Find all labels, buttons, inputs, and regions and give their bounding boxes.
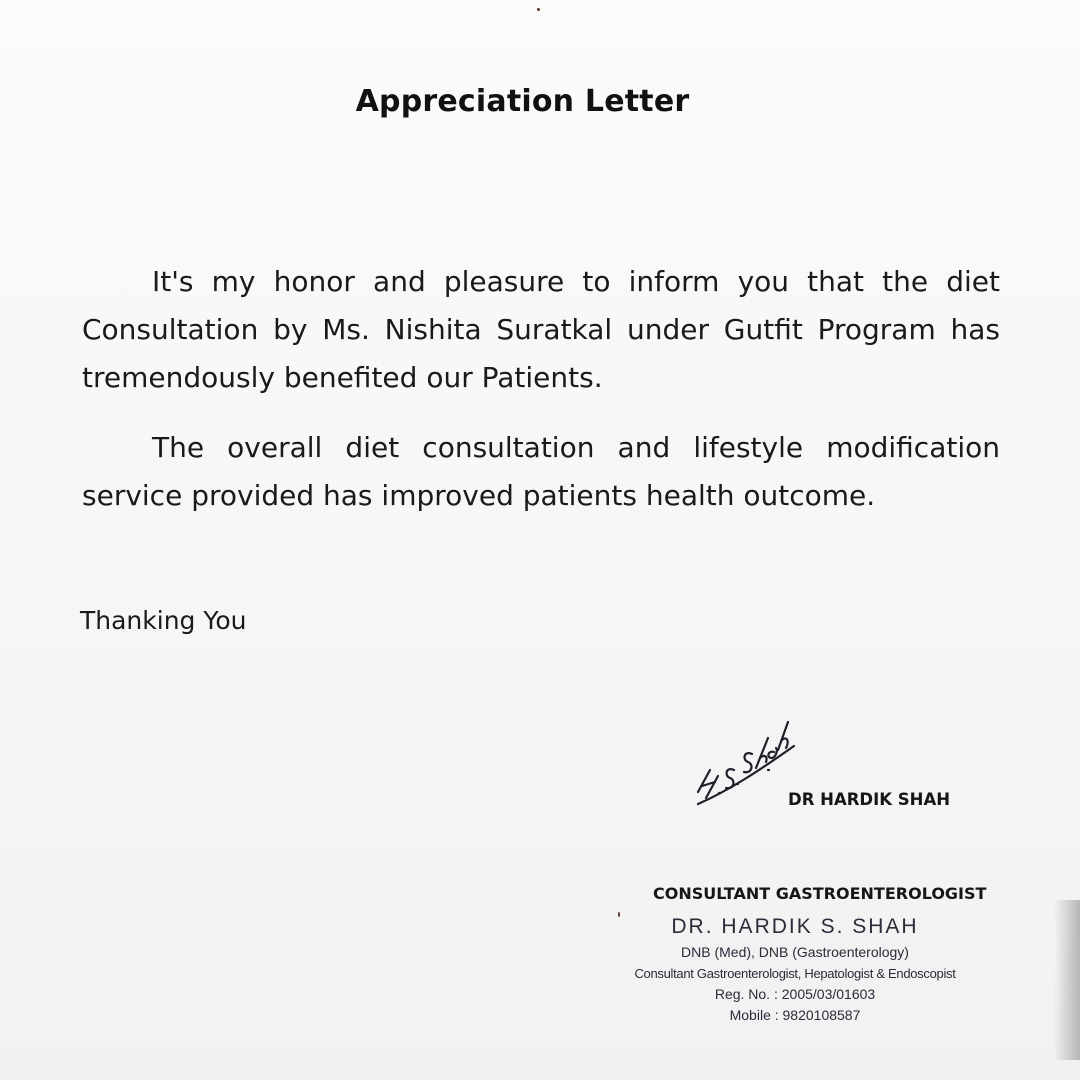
letter-paragraph-1: It's my honor and pleasure to inform you that the diet Consultation by Ms. Nishita Suratkal under Gutfit Program has tremendously benefited our Patients.	[82, 265, 1000, 394]
doctor-stamp	[610, 912, 980, 1026]
paper-speck	[537, 8, 540, 11]
stamp-specialty: Consultant Gastroenterologist, Hepatologist & Endoscopist	[634, 966, 956, 981]
signer-designation: CONSULTANT GASTROENTEROLOGIST	[653, 884, 987, 903]
stamp-mobile: Mobile : 9820108587	[729, 1007, 861, 1023]
stamp-name: DR. HARDIK S. SHAH	[671, 915, 919, 938]
letter-closing: Thanking You	[80, 606, 247, 635]
signer-name: DR HARDIK SHAH	[788, 790, 951, 809]
letter-paragraph-2: The overall diet consultation and lifestyle modification service provided has improved patients health outcome.	[82, 431, 1000, 512]
stamp-qualifications: DNB (Med), DNB (Gastroenterology)	[681, 944, 909, 960]
handwritten-signature	[690, 700, 800, 810]
letter-title: Appreciation Letter	[355, 84, 690, 119]
stamp-reg-no: Reg. No. : 2005/03/01603	[714, 986, 876, 1002]
page-edge-shadow	[1054, 900, 1080, 1060]
